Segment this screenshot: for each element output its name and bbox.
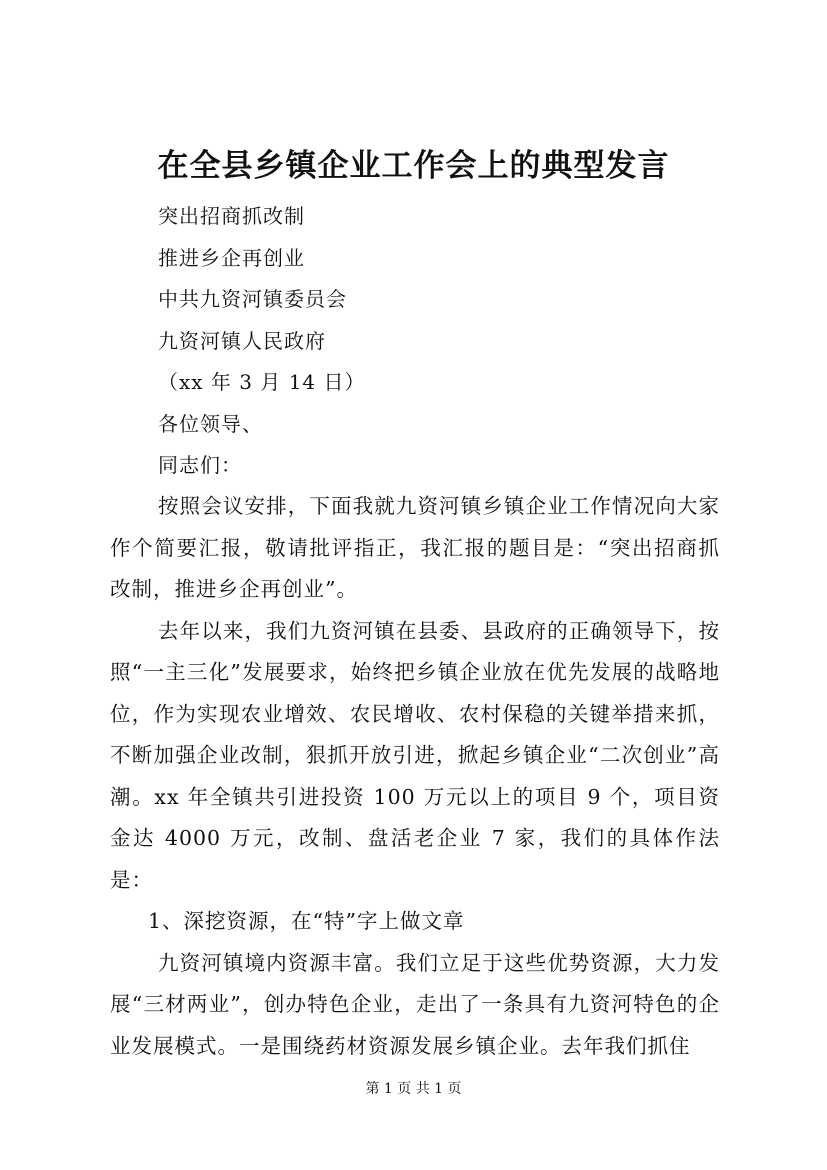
author-committee: 中共九资河镇委员会: [158, 287, 347, 311]
paragraph-section-1: 九资河镇境内资源丰富。我们立足于这些优势资源，大力发展“三材两业”，创办特色企业，走出了一条具有九资河特色的企业发展模式。一是围绕药材资源发展乡镇企业。去年我们抓住: [110, 950, 720, 1058]
salutation-comrades: 同志们：: [158, 453, 242, 477]
author-government: 九资河镇人民政府: [158, 328, 326, 353]
paragraph-overview: 去年以来，我们九资河镇在县委、县政府的正确领导下，按照“一主三化”发展要求，始终把乡镇企业放在优先发展的战略地位，作为实现农业增效、农民增收、农村保稳的关键举措来抓，不断加强企业改制，狠抓开放引进，掀起乡镇企业“二次创业”高潮。xx 年全镇共引进投资 100 万元以上的项目 9 个，项目资金达 4000 万元，改制、盘活老企业 7 家，我们的具体作法是：: [110, 618, 720, 892]
subtitle-line-1: 突出招商抓改制: [158, 204, 305, 228]
speech-date: （xx 年 3 月 14 日）: [158, 370, 366, 394]
paragraph-intro: 按照会议安排，下面我就九资河镇乡镇企业工作情况向大家作个简要汇报，敬请批评指正，我汇报的题目是：“突出招商抓改制，推进乡企再创业”。: [110, 494, 720, 601]
salutation-leaders: 各位领导、: [158, 411, 263, 436]
section-heading: 1、深挖资源，在“特”字上做文章: [148, 909, 465, 933]
body-text: [110, 486, 720, 1067]
page-footer: 第 1 页 共 1 页: [365, 1081, 462, 1097]
header-block: [158, 196, 718, 487]
document-title: 在全县乡镇企业工作会上的典型发言: [157, 148, 670, 184]
subtitle-line-2: 推进乡企再创业: [158, 245, 305, 270]
